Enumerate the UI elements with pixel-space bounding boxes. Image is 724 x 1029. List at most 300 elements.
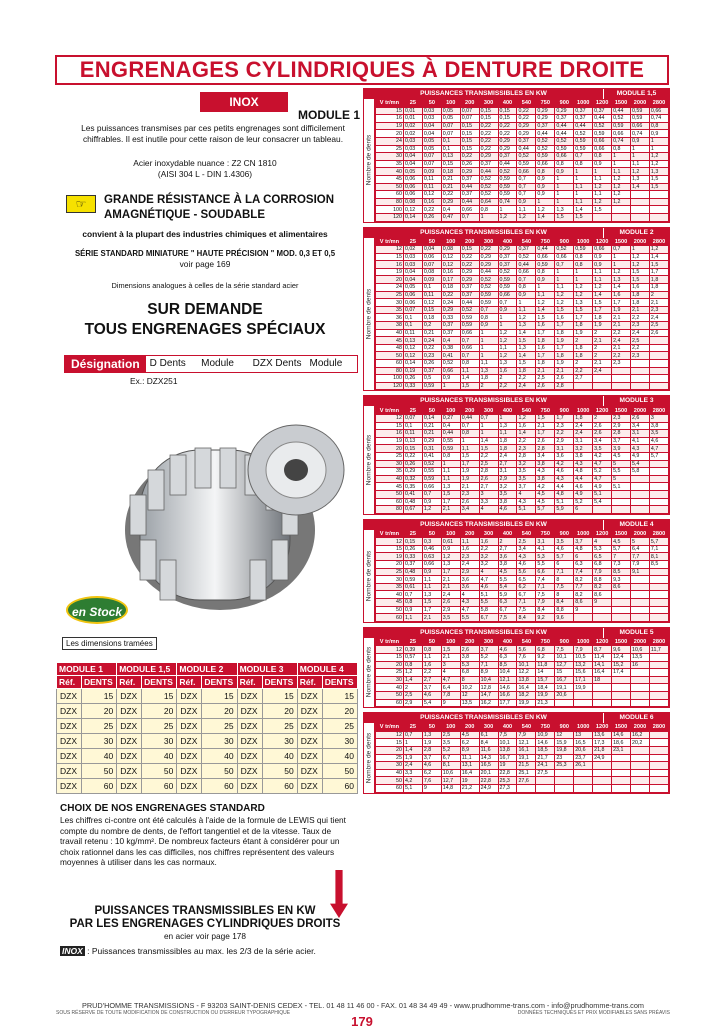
table-row xyxy=(375,314,668,322)
table-cell: 5,3 xyxy=(593,545,612,553)
table-row xyxy=(375,291,668,299)
table-cell: 1,2 xyxy=(649,246,668,254)
power-block-module: MODULE 2 xyxy=(603,228,669,238)
table-cell: 2,3 xyxy=(631,322,650,330)
table-cell: 17,4 xyxy=(612,669,631,677)
table-cell: 0,9 xyxy=(517,198,536,206)
table-cell: 2,5 xyxy=(403,691,422,699)
table-cell: 1,4 xyxy=(517,329,536,337)
table-cell: DZX xyxy=(297,779,322,794)
speed-header: 200 xyxy=(460,238,479,246)
table-cell: 1,1 xyxy=(555,284,574,292)
table-cell: 0,37 xyxy=(574,115,593,123)
table-cell: 0,66 xyxy=(498,291,517,299)
table-cell xyxy=(631,614,650,622)
table-row xyxy=(375,746,668,754)
footer-left: SOUS RÉSERVE DE TOUTE MODIFICATION DE CONSTRUCTION OU D'ERREUR TYPOGRAPHIQUE xyxy=(56,1010,291,1016)
table-cell: 1,3 xyxy=(422,591,441,599)
table-cell: 6,7 xyxy=(441,754,460,762)
table-cell: 1,3 xyxy=(517,344,536,352)
table-row xyxy=(375,168,668,176)
table-cell: 0,18 xyxy=(422,314,441,322)
teeth-axis-label: Nombre de dents xyxy=(365,647,373,698)
table-cell: 2,1 xyxy=(612,344,631,352)
serie-page: voir page 169 xyxy=(179,259,231,269)
table-cell: 6,8 xyxy=(536,646,555,654)
table-cell: 0,05 xyxy=(403,168,422,176)
intro-text: Les puissances transmises par ces petits engrenages sont difficilement chiffrables. Il est inutile pour cette raison de leur consacrer un tableau. xyxy=(81,123,345,144)
speed-header: V tr/mn xyxy=(375,100,403,108)
table-cell: 6,8 xyxy=(460,669,479,677)
table-cell: 2,9 xyxy=(403,699,422,707)
table-cell xyxy=(612,506,631,514)
table-cell: 19 xyxy=(375,122,403,130)
table-cell: 0,7 xyxy=(517,183,536,191)
table-cell: 30 xyxy=(375,676,403,684)
table-cell: 1,5 xyxy=(555,213,574,221)
table-cell: 4,2 xyxy=(403,777,422,785)
table-cell: 5 xyxy=(612,460,631,468)
table-cell: 4,7 xyxy=(593,475,612,483)
table-cell xyxy=(631,490,650,498)
table-cell xyxy=(649,591,668,599)
table-cell: 30 xyxy=(202,734,237,749)
module-subheader: Réf. xyxy=(177,676,202,689)
table-cell: 0,7 xyxy=(403,731,422,739)
table-cell: 0,22 xyxy=(460,153,479,161)
table-cell: 0,33 xyxy=(403,553,422,561)
table-cell: 0,8 xyxy=(536,268,555,276)
table-cell: 16 xyxy=(375,115,403,123)
table-cell xyxy=(631,375,650,383)
table-cell: 0,35 xyxy=(403,483,422,491)
teeth-axis-label: Nombre de dents xyxy=(365,732,373,784)
table-cell: 0,06 xyxy=(422,253,441,261)
table-cell: 20 xyxy=(142,704,177,719)
speed-header: 400 xyxy=(498,100,517,108)
table-cell: 0,44 xyxy=(460,183,479,191)
table-cell: 0,05 xyxy=(441,115,460,123)
table-cell: 0,7 xyxy=(479,306,498,314)
module-subheader: DENTS xyxy=(322,676,357,689)
table-cell: 0,22 xyxy=(498,130,517,138)
table-cell: 40 xyxy=(375,329,403,337)
table-cell: 2,1 xyxy=(536,367,555,375)
table-cell: 0,29 xyxy=(403,468,422,476)
speed-header: 50 xyxy=(422,724,441,732)
table-cell: 2,1 xyxy=(612,322,631,330)
table-cell: 2,8 xyxy=(536,445,555,453)
modules-reference-table xyxy=(56,662,358,794)
table-cell: 3,1 xyxy=(555,445,574,453)
speed-header: 1200 xyxy=(593,530,612,538)
table-cell: 2,1 xyxy=(422,614,441,622)
table-row xyxy=(375,422,668,430)
table-cell: DZX xyxy=(297,719,322,734)
module-subheader: Réf. xyxy=(57,676,82,689)
table-cell: 1,4 xyxy=(403,676,422,684)
table-cell: 2,1 xyxy=(441,654,460,662)
table-cell xyxy=(612,676,631,684)
table-cell: 0,15 xyxy=(460,145,479,153)
table-cell: 9,2 xyxy=(536,614,555,622)
table-cell: 0,9 xyxy=(649,130,668,138)
table-cell: 8,5 xyxy=(649,561,668,569)
table-cell xyxy=(649,468,668,476)
table-cell: 20 xyxy=(375,746,403,754)
table-cell: 1,5 xyxy=(631,268,650,276)
table-cell: 0,15 xyxy=(479,115,498,123)
table-cell: 1,5 xyxy=(441,646,460,654)
table-cell: 0,52 xyxy=(555,246,574,254)
table-cell: 6,7 xyxy=(479,614,498,622)
table-cell: 2,8 xyxy=(612,430,631,438)
table-cell: 1,8 xyxy=(479,375,498,383)
table-cell: 0,44 xyxy=(479,168,498,176)
table-cell: 3,5 xyxy=(555,538,574,546)
table-cell: 0,08 xyxy=(403,198,422,206)
table-cell: 15 xyxy=(202,689,237,704)
table-cell: 4,9 xyxy=(593,483,612,491)
table-cell: 2,6 xyxy=(593,422,612,430)
table-cell: 1,2 xyxy=(498,352,517,360)
table-cell: 3,5 xyxy=(441,739,460,747)
table-cell: 5,1 xyxy=(479,591,498,599)
table-cell: 8,7 xyxy=(593,646,612,654)
table-cell: 1,9 xyxy=(460,475,479,483)
table-cell xyxy=(631,769,650,777)
table-cell: 0,08 xyxy=(441,246,460,254)
table-cell: 0,44 xyxy=(479,268,498,276)
table-cell xyxy=(612,777,631,785)
table-cell: DZX xyxy=(57,764,82,779)
table-row xyxy=(375,382,668,390)
table-cell: 3,8 xyxy=(498,561,517,569)
table-cell: 0,8 xyxy=(574,253,593,261)
speed-header: 25 xyxy=(403,407,422,415)
table-cell: 0,9 xyxy=(422,568,441,576)
table-cell: 24 xyxy=(375,137,403,145)
table-cell: 0,8 xyxy=(460,430,479,438)
table-cell: 0,66 xyxy=(555,153,574,161)
table-cell: 80 xyxy=(375,506,403,514)
speed-header: 750 xyxy=(536,530,555,538)
table-cell xyxy=(612,684,631,692)
table-cell: 0,7 xyxy=(422,490,441,498)
table-cell: 2,1 xyxy=(612,314,631,322)
power-block-header: PUISSANCES TRANSMISSIBLES EN KW xyxy=(420,714,547,722)
table-cell: 0,44 xyxy=(555,122,574,130)
speed-header: 900 xyxy=(555,238,574,246)
table-cell xyxy=(574,777,593,785)
table-cell: 17,3 xyxy=(593,739,612,747)
table-cell: 15,2 xyxy=(612,661,631,669)
table-cell: 0,29 xyxy=(536,115,555,123)
table-cell: 2,1 xyxy=(441,506,460,514)
feature-sub: convient à la plupart des industries chimiques et alimentaires xyxy=(82,229,328,239)
table-cell: 3,8 xyxy=(460,654,479,662)
table-cell xyxy=(631,684,650,692)
table-cell: 2,8 xyxy=(422,746,441,754)
table-cell: 0,3 xyxy=(422,538,441,546)
table-cell: 1,2 xyxy=(403,669,422,677)
table-cell: 0,59 xyxy=(460,322,479,330)
table-cell xyxy=(555,777,574,785)
table-cell: 1,2 xyxy=(593,183,612,191)
table-cell: 0,7 xyxy=(574,153,593,161)
table-cell: 5,1 xyxy=(555,498,574,506)
table-cell: 5,8 xyxy=(631,468,650,476)
table-cell: 1,8 xyxy=(555,352,574,360)
table-cell: 1,8 xyxy=(498,445,517,453)
table-cell: 0,59 xyxy=(555,145,574,153)
table-cell: 0,59 xyxy=(631,107,650,115)
table-cell: 0,1 xyxy=(403,322,422,330)
special-order-heading xyxy=(60,300,350,340)
table-cell: 0,9 xyxy=(555,168,574,176)
table-cell: 5,2 xyxy=(479,654,498,662)
table-cell: 4 xyxy=(460,591,479,599)
table-cell: 120 xyxy=(375,382,403,390)
table-cell: 0,27 xyxy=(441,414,460,422)
table-cell: 1,3 xyxy=(479,367,498,375)
table-cell: 0,22 xyxy=(517,107,536,115)
table-cell: 1,9 xyxy=(403,754,422,762)
table-cell: 2,6 xyxy=(536,437,555,445)
table-cell: 2,2 xyxy=(574,367,593,375)
speed-header: 50 xyxy=(422,238,441,246)
table-cell: 0,15 xyxy=(460,137,479,145)
table-cell: 2 xyxy=(498,538,517,546)
module-subheader: DENTS xyxy=(202,676,237,689)
power-block xyxy=(363,519,670,623)
table-cell xyxy=(612,691,631,699)
table-cell: 50 xyxy=(322,764,357,779)
table-cell: 0,9 xyxy=(403,606,422,614)
table-cell: 0,9 xyxy=(498,306,517,314)
page-number: 179 xyxy=(351,1014,373,1029)
table-cell: 0,66 xyxy=(422,561,441,569)
speed-header: 50 xyxy=(422,530,441,538)
table-cell: 0,66 xyxy=(593,246,612,254)
table-cell: 0,66 xyxy=(460,329,479,337)
table-cell: 1,1 xyxy=(441,475,460,483)
table-cell: 7,9 xyxy=(631,561,650,569)
speed-header: 50 xyxy=(422,638,441,646)
table-cell: 4,5 xyxy=(612,538,631,546)
table-cell: 21,3 xyxy=(536,699,555,707)
table-cell: 2,8 xyxy=(479,468,498,476)
table-cell: 0,8 xyxy=(555,160,574,168)
table-cell: 4 xyxy=(479,568,498,576)
table-cell: 2,1 xyxy=(593,337,612,345)
table-cell: 0,7 xyxy=(460,352,479,360)
table-cell: 2,3 xyxy=(612,414,631,422)
table-cell xyxy=(631,498,650,506)
table-cell: 40 xyxy=(375,475,403,483)
table-cell: 40 xyxy=(322,749,357,764)
table-cell: 0,04 xyxy=(403,153,422,161)
table-cell: 4,3 xyxy=(631,445,650,453)
table-cell: 1,1 xyxy=(517,306,536,314)
table-cell: 7,9 xyxy=(593,568,612,576)
table-row xyxy=(375,731,668,739)
table-cell: 13,8 xyxy=(517,676,536,684)
table-cell: 1,8 xyxy=(631,291,650,299)
table-cell: 2,1 xyxy=(555,367,574,375)
table-cell: 2,7 xyxy=(574,375,593,383)
table-cell: 0,39 xyxy=(403,646,422,654)
table-cell xyxy=(555,699,574,707)
table-cell: 8,1 xyxy=(441,762,460,770)
special-line-1: SUR DEMANDE xyxy=(147,301,263,318)
table-cell: 0,05 xyxy=(403,284,422,292)
table-cell: 0,37 xyxy=(441,322,460,330)
table-cell: 8,9 xyxy=(460,746,479,754)
table-cell: 60 xyxy=(322,779,357,794)
table-cell: 0,38 xyxy=(441,344,460,352)
table-cell: 6,3 xyxy=(574,561,593,569)
table-row xyxy=(375,198,668,206)
table-cell: 23,7 xyxy=(574,754,593,762)
table-cell: 1,6 xyxy=(517,422,536,430)
table-cell xyxy=(631,475,650,483)
table-row xyxy=(375,468,668,476)
table-cell: 1,1 xyxy=(460,538,479,546)
table-cell: 2,6 xyxy=(555,375,574,383)
table-cell: 4,6 xyxy=(479,583,498,591)
table-cell: 0,04 xyxy=(403,268,422,276)
table-row xyxy=(375,676,668,684)
table-cell: 2,3 xyxy=(460,490,479,498)
table-cell: 1,6 xyxy=(460,545,479,553)
table-cell: 0,19 xyxy=(403,367,422,375)
table-cell xyxy=(593,777,612,785)
table-cell: 1,1 xyxy=(574,183,593,191)
table-cell: 0,9 xyxy=(536,183,555,191)
table-row xyxy=(375,137,668,145)
table-cell: 3,8 xyxy=(574,452,593,460)
table-cell: 0,66 xyxy=(441,367,460,375)
table-cell xyxy=(593,784,612,792)
special-line-2: TOUS ENGRENAGES SPÉCIAUX xyxy=(84,321,326,338)
table-cell: 0,29 xyxy=(479,253,498,261)
table-cell: 25 xyxy=(322,719,357,734)
steel-grade-2: (AISI 304 L - DIN 1.4306) xyxy=(157,169,253,179)
table-cell: 0,66 xyxy=(593,145,612,153)
table-cell: 0,04 xyxy=(422,122,441,130)
table-cell: 0,12 xyxy=(403,344,422,352)
table-cell: 2,6 xyxy=(460,498,479,506)
table-cell: 19,1 xyxy=(555,684,574,692)
table-cell: 0,22 xyxy=(517,115,536,123)
table-cell: 3,2 xyxy=(479,553,498,561)
table-cell: 0,17 xyxy=(441,276,460,284)
table-cell: DZX xyxy=(57,734,82,749)
table-row xyxy=(375,654,668,662)
table-cell: 3,1 xyxy=(536,538,555,546)
speed-header: 25 xyxy=(403,100,422,108)
table-cell: 30 xyxy=(322,734,357,749)
table-cell: 0,29 xyxy=(479,261,498,269)
table-row xyxy=(375,669,668,677)
table-cell: 15 xyxy=(81,689,116,704)
table-row xyxy=(375,576,668,584)
table-cell: 1 xyxy=(574,268,593,276)
table-row xyxy=(375,130,668,138)
table-cell: 0,29 xyxy=(479,153,498,161)
table-cell: 8,1 xyxy=(649,553,668,561)
table-row xyxy=(375,375,668,383)
table-cell: 30 xyxy=(375,299,403,307)
table-cell: 0,7 xyxy=(460,422,479,430)
speed-header: 100 xyxy=(441,407,460,415)
power-heading-2: PAR LES ENGRENAGES CYLINDRIQUES DROITS xyxy=(69,918,341,930)
table-cell xyxy=(631,606,650,614)
table-cell: 0,22 xyxy=(479,246,498,254)
table-cell: 1,8 xyxy=(593,314,612,322)
table-cell: 25 xyxy=(262,719,297,734)
table-cell: 0,29 xyxy=(555,107,574,115)
table-cell: DZX xyxy=(237,689,262,704)
table-cell: 45 xyxy=(375,337,403,345)
table-cell: 100 xyxy=(375,375,403,383)
speed-header: 900 xyxy=(555,100,574,108)
table-cell: 35 xyxy=(375,306,403,314)
table-cell xyxy=(593,691,612,699)
table-cell: 0,46 xyxy=(422,545,441,553)
table-cell: 0,14 xyxy=(422,414,441,422)
table-cell: 18,4 xyxy=(536,684,555,692)
table-cell: 7,4 xyxy=(536,576,555,584)
table-cell: 1,2 xyxy=(612,191,631,199)
table-cell: 19 xyxy=(375,553,403,561)
speed-header: 1500 xyxy=(612,238,631,246)
table-cell: 3,5 xyxy=(593,445,612,453)
table-row xyxy=(375,253,668,261)
table-cell: 0,37 xyxy=(498,261,517,269)
table-row xyxy=(375,337,668,345)
table-cell: 3,4 xyxy=(460,506,479,514)
table-cell: 2,7 xyxy=(422,676,441,684)
table-cell: 40 xyxy=(375,769,403,777)
table-cell: 0,15 xyxy=(498,115,517,123)
table-cell: 0,29 xyxy=(517,130,536,138)
table-cell: 12,7 xyxy=(441,777,460,785)
table-cell: 4,2 xyxy=(593,452,612,460)
table-cell: 0,11 xyxy=(422,291,441,299)
speed-header: 2000 xyxy=(631,407,650,415)
table-cell: 0,44 xyxy=(460,299,479,307)
table-cell: DZX xyxy=(177,704,202,719)
table-cell xyxy=(631,367,650,375)
power-table xyxy=(375,406,669,513)
table-cell: 30 xyxy=(262,734,297,749)
table-cell: 0,37 xyxy=(498,253,517,261)
table-cell: 0,29 xyxy=(460,268,479,276)
power-tables xyxy=(363,88,670,798)
table-cell xyxy=(649,576,668,584)
table-cell: 5,9 xyxy=(498,591,517,599)
designation-item: D Dents xyxy=(149,358,186,369)
table-cell xyxy=(536,777,555,785)
table-cell: 1,2 xyxy=(517,314,536,322)
table-row xyxy=(375,213,668,221)
speed-header: 2800 xyxy=(649,407,668,415)
table-cell xyxy=(649,784,668,792)
table-cell: 0,9 xyxy=(441,545,460,553)
table-cell xyxy=(593,375,612,383)
